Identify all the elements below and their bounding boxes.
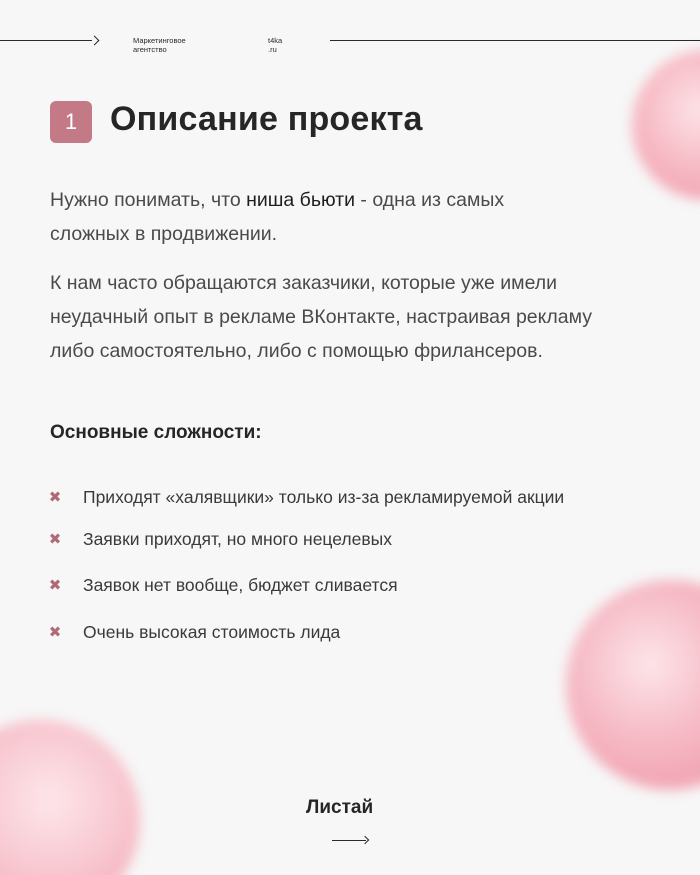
- intro-paragraph: Нужно понимать, что ниша бьюти - одна из самых сложных в продвижении.: [50, 189, 505, 245]
- pink-sphere-decoration: [566, 580, 700, 790]
- pink-sphere-decoration: [632, 50, 700, 200]
- swipe-label[interactable]: Листай: [306, 797, 374, 818]
- cross-icon: ✖: [48, 575, 62, 594]
- highlight-text: ниша бьюти: [246, 189, 355, 211]
- cross-icon: ✖: [48, 529, 62, 548]
- section-number-badge: 1: [50, 101, 92, 143]
- site-label: t4ka .ru: [268, 36, 283, 54]
- list-item: ✖ Заявок нет вообще, бюджет сливается: [48, 574, 398, 595]
- cross-icon: ✖: [48, 487, 62, 506]
- arrow-right-icon: [90, 36, 100, 46]
- page-title: Описание проекта: [110, 100, 423, 138]
- cross-icon: ✖: [48, 622, 62, 641]
- header-arrow-line: [0, 40, 92, 41]
- header-divider: [330, 40, 700, 41]
- difficulties-heading: Основные сложности:: [50, 422, 262, 443]
- arrow-right-icon[interactable]: [361, 836, 369, 844]
- list-item: ✖ Очень высокая стоимость лида: [48, 621, 341, 642]
- pink-sphere-decoration: [0, 720, 140, 875]
- context-paragraph: К нам часто обращаются заказчики, которые уже имели неудачный опыт в рекламе ВКонтакте, настраивая рекламу либо самостоятельно, либо с помощью фрилансеров.: [50, 272, 592, 362]
- list-item: ✖ Заявки приходят, но много нецелевых: [48, 528, 392, 549]
- agency-label: Маркетинговое агентство: [133, 36, 186, 54]
- list-item: ✖ Приходят «халявщики» только из-за рекламируемой акции: [48, 486, 565, 507]
